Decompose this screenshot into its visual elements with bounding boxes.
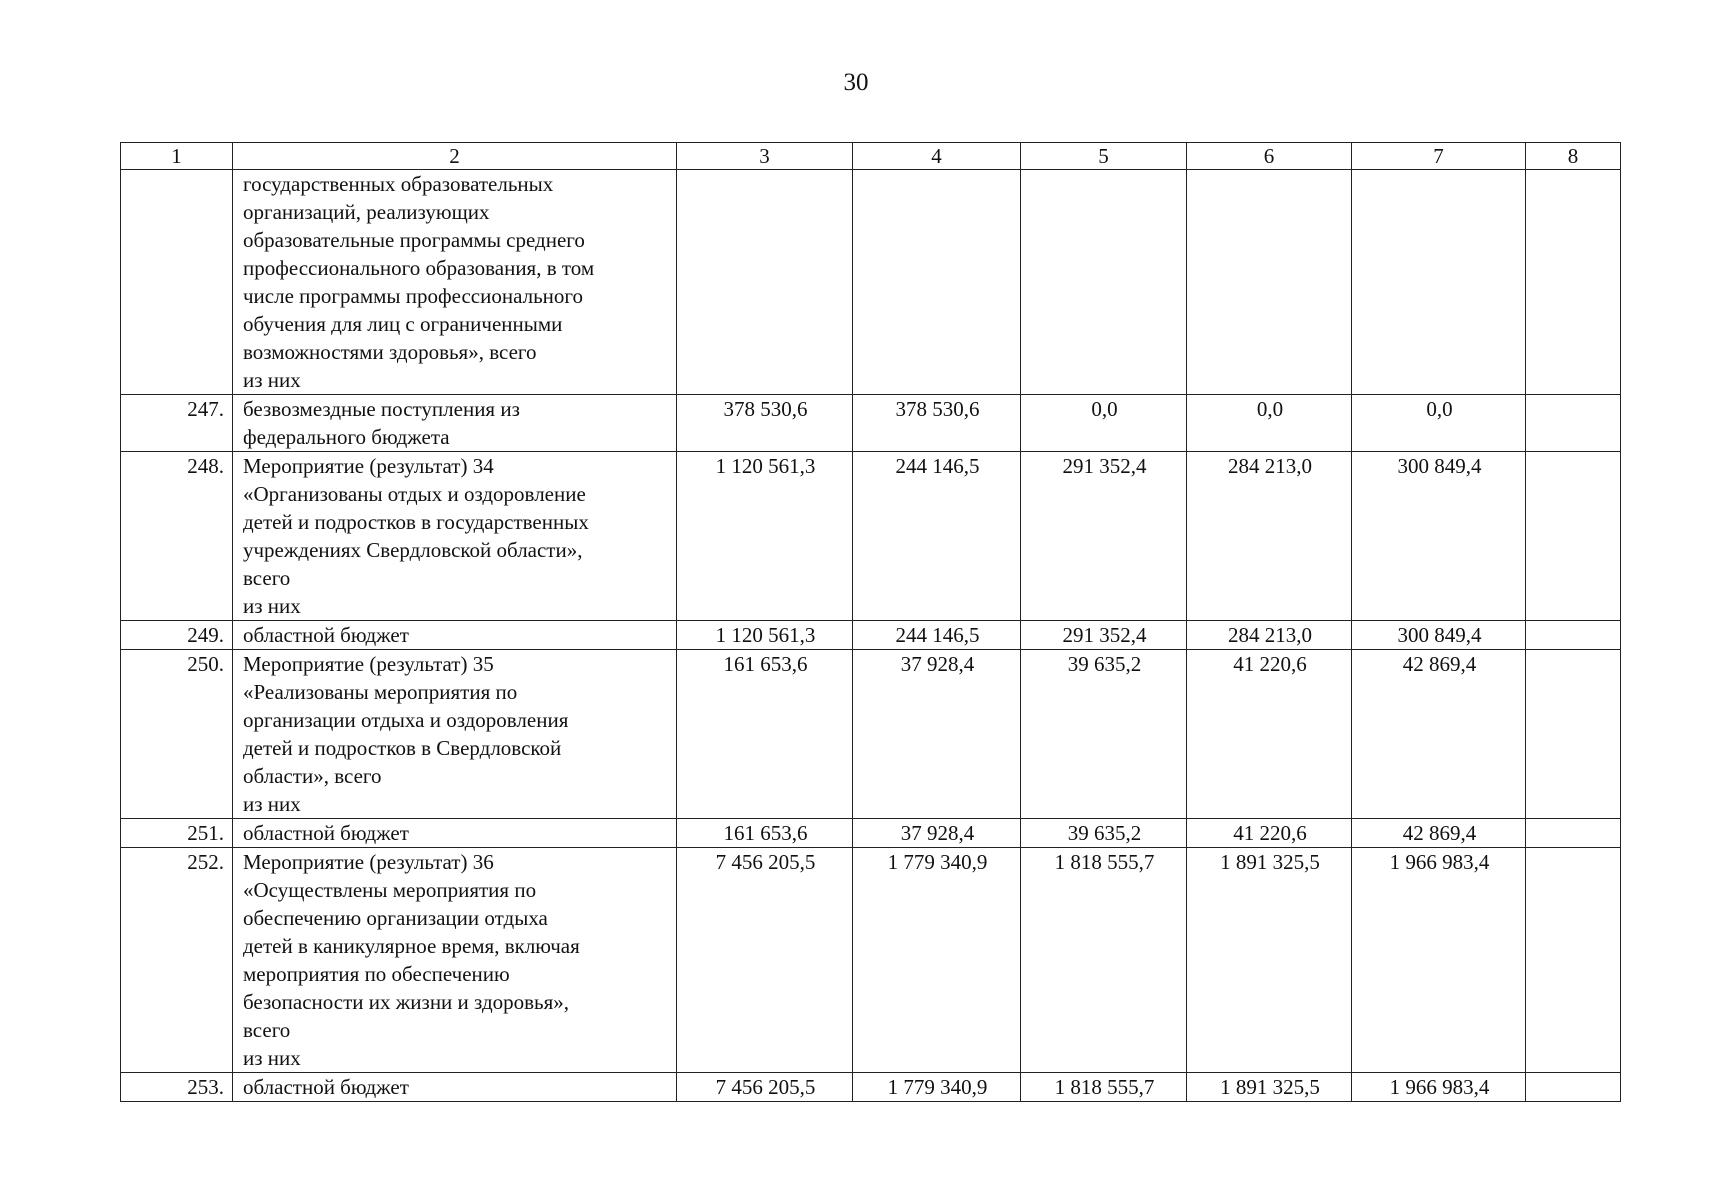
description-line: мероприятия по обеспечению <box>243 962 510 986</box>
table-row <box>121 395 1621 452</box>
value-cell-col-6: 1 891 325,5 <box>1187 848 1352 1073</box>
description-line: возможностями здоровья», всего <box>243 340 537 364</box>
budget-table <box>120 142 1621 1102</box>
column-header-1: 1 <box>121 143 233 170</box>
table-row <box>121 848 1621 1073</box>
row-description <box>233 650 677 819</box>
description-line: безвозмездные поступления из <box>243 397 520 421</box>
column-header-5: 5 <box>1021 143 1187 170</box>
description-line: государственных образовательных <box>243 172 554 196</box>
description-line: детей в каникулярное время, включая <box>243 934 580 958</box>
row-number: 249. <box>121 621 233 650</box>
table-body <box>121 170 1621 1102</box>
value-cell-col-8 <box>1526 819 1621 848</box>
value-cell-col-5: 0,0 <box>1021 395 1187 452</box>
row-description <box>233 621 677 650</box>
row-number: 251. <box>121 819 233 848</box>
description-line: из них <box>243 368 301 392</box>
row-description <box>233 1073 677 1102</box>
value-cell-col-5 <box>1021 170 1187 395</box>
value-cell-col-4: 244 146,5 <box>853 621 1021 650</box>
description-line: детей и подростков в государственных <box>243 510 589 534</box>
value-cell-col-6: 0,0 <box>1187 395 1352 452</box>
row-description <box>233 848 677 1073</box>
table-row <box>121 650 1621 819</box>
value-cell-col-6: 284 213,0 <box>1187 621 1352 650</box>
value-cell-col-4 <box>853 170 1021 395</box>
value-cell-col-5: 1 818 555,7 <box>1021 1073 1187 1102</box>
description-line: обучения для лиц с ограниченными <box>243 312 563 336</box>
description-line: Мероприятие (результат) 34 <box>243 454 494 478</box>
description-line: организаций, реализующих <box>243 200 490 224</box>
value-cell-col-8 <box>1526 621 1621 650</box>
row-description <box>233 819 677 848</box>
value-cell-col-3: 1 120 561,3 <box>677 621 853 650</box>
row-description <box>233 452 677 621</box>
value-cell-col-8 <box>1526 650 1621 819</box>
page-number: 30 <box>843 69 869 96</box>
description-line: областной бюджет <box>243 821 409 845</box>
column-header-3: 3 <box>677 143 853 170</box>
value-cell-col-7 <box>1352 170 1526 395</box>
column-header-4: 4 <box>853 143 1021 170</box>
row-number <box>121 170 233 395</box>
value-cell-col-6: 1 891 325,5 <box>1187 1073 1352 1102</box>
description-line: из них <box>243 792 301 816</box>
value-cell-col-3: 1 120 561,3 <box>677 452 853 621</box>
value-cell-col-4: 37 928,4 <box>853 819 1021 848</box>
value-cell-col-4: 378 530,6 <box>853 395 1021 452</box>
value-cell-col-8 <box>1526 1073 1621 1102</box>
value-cell-col-6 <box>1187 170 1352 395</box>
value-cell-col-7: 1 966 983,4 <box>1352 1073 1526 1102</box>
description-line: всего <box>243 1018 291 1042</box>
value-cell-col-3: 161 653,6 <box>677 650 853 819</box>
value-cell-col-4: 244 146,5 <box>853 452 1021 621</box>
description-line: всего <box>243 566 291 590</box>
row-number: 247. <box>121 395 233 452</box>
value-cell-col-8 <box>1526 452 1621 621</box>
value-cell-col-3: 7 456 205,5 <box>677 1073 853 1102</box>
description-line: из них <box>243 594 301 618</box>
description-line: из них <box>243 1046 301 1070</box>
description-line: числе программы профессионального <box>243 284 583 308</box>
value-cell-col-3: 378 530,6 <box>677 395 853 452</box>
row-number: 253. <box>121 1073 233 1102</box>
table-row <box>121 170 1621 395</box>
description-line: безопасности их жизни и здоровья», <box>243 990 570 1014</box>
description-line: Мероприятие (результат) 35 <box>243 652 494 676</box>
value-cell-col-6: 284 213,0 <box>1187 452 1352 621</box>
value-cell-col-7: 1 966 983,4 <box>1352 848 1526 1073</box>
description-line: образовательные программы среднего <box>243 228 585 252</box>
column-header-8: 8 <box>1526 143 1621 170</box>
value-cell-col-5: 291 352,4 <box>1021 621 1187 650</box>
description-line: «Организованы отдых и оздоровление <box>243 482 586 506</box>
value-cell-col-3 <box>677 170 853 395</box>
description-line: обеспечению организации отдыха <box>243 906 548 930</box>
value-cell-col-3: 7 456 205,5 <box>677 848 853 1073</box>
value-cell-col-7: 300 849,4 <box>1352 621 1526 650</box>
row-number: 248. <box>121 452 233 621</box>
description-line: областной бюджет <box>243 623 409 647</box>
value-cell-col-5: 39 635,2 <box>1021 819 1187 848</box>
table-row <box>121 452 1621 621</box>
value-cell-col-7: 300 849,4 <box>1352 452 1526 621</box>
value-cell-col-3: 161 653,6 <box>677 819 853 848</box>
column-header-2: 2 <box>233 143 677 170</box>
value-cell-col-8 <box>1526 170 1621 395</box>
row-number: 252. <box>121 848 233 1073</box>
value-cell-col-7: 42 869,4 <box>1352 650 1526 819</box>
value-cell-col-6: 41 220,6 <box>1187 819 1352 848</box>
value-cell-col-7: 0,0 <box>1352 395 1526 452</box>
description-line: федерального бюджета <box>243 425 450 449</box>
column-number-row <box>121 143 1621 170</box>
value-cell-col-4: 1 779 340,9 <box>853 848 1021 1073</box>
description-line: «Реализованы мероприятия по <box>243 680 518 704</box>
description-line: «Осуществлены мероприятия по <box>243 878 537 902</box>
value-cell-col-6: 41 220,6 <box>1187 650 1352 819</box>
description-line: учреждениях Свердловской области», <box>243 538 583 562</box>
value-cell-col-7: 42 869,4 <box>1352 819 1526 848</box>
description-line: детей и подростков в Свердловской <box>243 736 562 760</box>
value-cell-col-4: 1 779 340,9 <box>853 1073 1021 1102</box>
table-row <box>121 819 1621 848</box>
description-line: организации отдыха и оздоровления <box>243 708 569 732</box>
row-description <box>233 170 677 395</box>
row-description <box>233 395 677 452</box>
value-cell-col-5: 1 818 555,7 <box>1021 848 1187 1073</box>
value-cell-col-5: 291 352,4 <box>1021 452 1187 621</box>
description-line: областной бюджет <box>243 1075 409 1099</box>
description-line: профессионального образования, в том <box>243 256 595 280</box>
value-cell-col-4: 37 928,4 <box>853 650 1021 819</box>
value-cell-col-8 <box>1526 848 1621 1073</box>
value-cell-col-8 <box>1526 395 1621 452</box>
table-row <box>121 621 1621 650</box>
description-line: области», всего <box>243 764 382 788</box>
value-cell-col-5: 39 635,2 <box>1021 650 1187 819</box>
description-line: Мероприятие (результат) 36 <box>243 850 494 874</box>
column-header-6: 6 <box>1187 143 1352 170</box>
table-row <box>121 1073 1621 1102</box>
column-header-7: 7 <box>1352 143 1526 170</box>
row-number: 250. <box>121 650 233 819</box>
